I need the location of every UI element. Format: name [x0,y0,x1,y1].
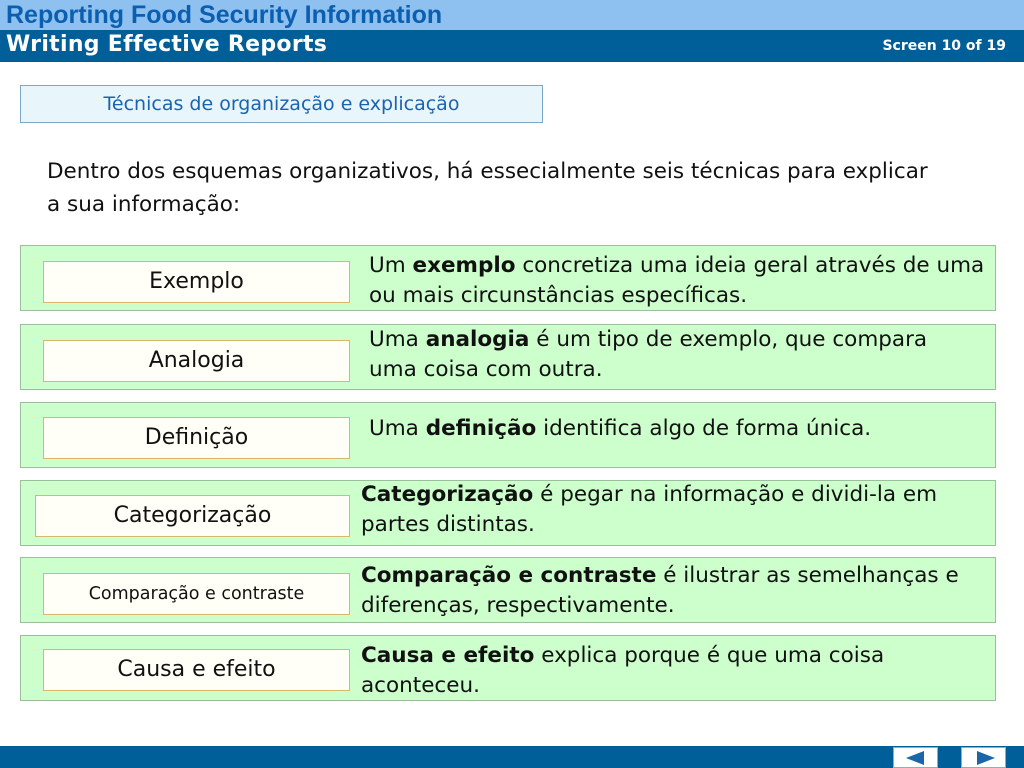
next-button[interactable] [961,747,1006,768]
module-title: Writing Effective Reports [6,32,328,57]
desc-text: é pegar na informação e dividi-la em partes distintas. [361,482,938,537]
previous-button[interactable] [893,747,938,768]
desc-prefix: Uma [369,327,426,352]
course-title: Reporting Food Security Information [6,1,443,29]
desc-text: é ilustrar as semelhanças e diferenças, respectivamente. [361,563,959,618]
technique-label-causa[interactable]: Causa e efeito [43,649,350,691]
technique-label-definicao[interactable]: Definição [43,417,350,459]
screen-prefix: Screen [882,38,937,54]
desc-term: definição [425,416,537,441]
right-arrow-icon [977,751,995,765]
desc-prefix: Uma [369,416,426,441]
technique-desc-definicao [369,414,989,444]
technique-label-categorizacao[interactable]: Categorização [35,495,350,537]
left-arrow-icon [906,751,924,765]
section-title: Técnicas de organização e explicação [20,85,543,123]
technique-desc-causa [361,641,986,701]
technique-label-exemplo[interactable]: Exemplo [43,261,350,303]
intro-text: Dentro dos esquemas organizativos, há essecialmente seis técnicas para explicar a sua informação: [47,159,928,217]
technique-desc-analogia [369,325,969,385]
desc-prefix: Um [369,253,413,278]
desc-text: concretiza uma ideia geral através de uma ou mais circunstâncias específicas. [369,253,985,308]
desc-text: identifica algo de forma única. [536,416,872,441]
technique-label-comparacao[interactable]: Comparação e contraste [43,573,350,615]
desc-term: Comparação e contraste [361,563,657,588]
screen-current: 10 [941,38,962,54]
footer-bar [0,746,1024,768]
technique-label-analogia[interactable]: Analogia [43,340,350,382]
desc-term: analogia [425,327,530,352]
technique-desc-comparacao [361,561,986,621]
screen-of: of [965,38,982,54]
technique-desc-exemplo [369,251,999,311]
desc-term: exemplo [412,253,516,278]
screen-total: 19 [986,38,1006,54]
technique-desc-categorizacao [361,480,986,540]
screen-counter [882,30,1006,62]
desc-text: é um tipo de exemplo, que compara uma coisa com outra. [369,327,928,382]
desc-term: Causa e efeito [361,643,535,668]
desc-term: Categorização [361,482,534,507]
desc-text: explica porque é que uma coisa aconteceu. [361,643,885,698]
